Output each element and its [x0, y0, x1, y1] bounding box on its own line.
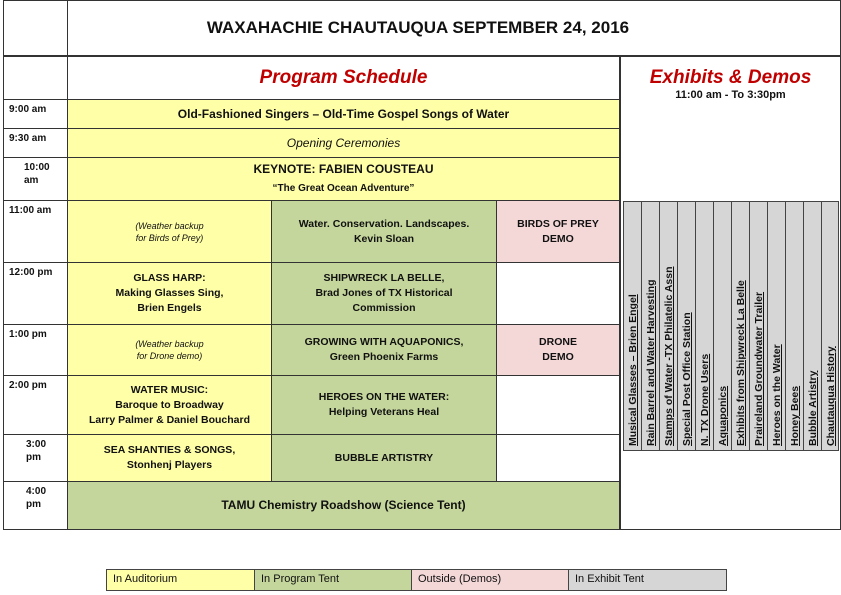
session-presenter: Larry Palmer & Daniel Bouchard — [88, 413, 251, 426]
session-title: DEMO — [542, 351, 574, 363]
session-title: Baroque to Broadway — [115, 398, 224, 411]
legend-outside: Outside (Demos) — [411, 569, 569, 591]
exhibit-item — [767, 201, 786, 451]
session-auditorium-300 — [67, 434, 272, 482]
session-auditorium-100 — [67, 324, 272, 376]
exhibit-item — [659, 201, 678, 451]
time-label: 11:00 am — [3, 200, 68, 263]
session-title: BUBBLE ARTISTRY — [334, 452, 434, 464]
session-title: Making Glasses Sing, — [115, 287, 224, 299]
session-title: BIRDS OF PREY — [517, 217, 599, 230]
page-title: WAXAHACHIE CHAUTAUQUA SEPTEMBER 24, 2016 — [206, 18, 630, 37]
session-title: DEMO — [542, 232, 574, 245]
session-outside-200 — [496, 375, 620, 435]
program-schedule-heading: Program Schedule — [259, 67, 428, 88]
exhibit-item — [749, 201, 768, 451]
session-tent-300 — [271, 434, 497, 482]
session-title: KEYNOTE: FABIEN COUSTEAU — [253, 162, 434, 176]
title-bar — [67, 0, 841, 56]
session-title: HEROES ON THE WATER: — [318, 391, 450, 403]
session-title: Opening Ceremonies — [286, 135, 401, 150]
exhibit-item — [731, 201, 750, 451]
session-outside-1100 — [496, 200, 620, 263]
session-title: SHIPWRECK LA BELLE, — [323, 272, 445, 284]
session-title: WATER MUSIC: — [130, 383, 209, 396]
session-tent-1200 — [271, 262, 497, 325]
exhibit-label: Aquaponics — [717, 385, 729, 446]
time-label: 2:00 pm — [3, 375, 68, 435]
time-label: 10:00 am — [3, 157, 68, 201]
legend-exhibit-tent: In Exhibit Tent — [568, 569, 727, 591]
exhibit-label: Chautauqua History — [825, 346, 837, 446]
exhibit-label: Bubble Artistry — [807, 370, 819, 446]
exhibit-label: Musical Glasses – Brien Engel — [627, 294, 639, 446]
session-tent-100 — [271, 324, 497, 376]
exhibit-item — [623, 201, 642, 451]
session-title: Old-Fashioned Singers – Old-Time Gospel Songs of Water — [177, 106, 510, 121]
session-presenter: Commission — [352, 302, 416, 314]
session-title: SEA SHANTIES & SONGS, — [103, 444, 236, 456]
exhibit-item — [785, 201, 804, 451]
exhibit-label: Praireland Groundwater Trailer — [753, 291, 765, 446]
time-label: 1:00 pm — [3, 324, 68, 376]
session-presenter: Brad Jones of TX Historical — [315, 287, 453, 299]
session-outside-100 — [496, 324, 620, 376]
session-auditorium-200 — [67, 375, 272, 435]
session-presenter: Brien Engels — [137, 302, 202, 314]
note-line: for Drone demo) — [136, 351, 203, 361]
session-roadshow — [67, 481, 620, 530]
session-presenter: Kevin Sloan — [353, 232, 415, 245]
session-subtitle: “The Great Ocean Adventure” — [272, 183, 415, 194]
note-line: for Birds of Prey) — [135, 232, 204, 243]
session-title: TAMU Chemistry Roadshow (Science Tent) — [221, 498, 466, 512]
exhibit-label: Stamps of Water -TX Philatelic Assn — [663, 266, 675, 446]
note-line: (Weather backup — [135, 220, 204, 231]
exhibit-label: Heroes on the Water — [771, 344, 783, 446]
legend-program-tent: In Program Tent — [254, 569, 412, 591]
time-label: 3:00 pm — [3, 434, 68, 482]
exhibit-item — [821, 201, 839, 451]
session-title: Water. Conservation. Landscapes. — [298, 217, 470, 230]
time-label: 9:00 am — [3, 99, 68, 129]
time-col-header — [3, 56, 68, 100]
title-left-cell — [3, 0, 68, 56]
exhibit-label: Honey Bees — [789, 385, 801, 446]
session-title: GROWING WITH AQUAPONICS, — [304, 336, 464, 348]
time-label: 4:00 pm — [3, 481, 68, 530]
exhibits-hours: 11:00 am - To 3:30pm — [675, 89, 786, 101]
exhibit-item — [677, 201, 696, 451]
session-tent-1100 — [271, 200, 497, 263]
session-auditorium-1200 — [67, 262, 272, 325]
session-keynote — [67, 157, 620, 201]
session-title: GLASS HARP: — [133, 272, 206, 284]
exhibit-label: N. TX Drone Users — [699, 353, 711, 446]
exhibit-label: Exhibits from Shipwreck La Belle — [735, 280, 747, 446]
exhibit-item — [641, 201, 660, 451]
session-outside-300 — [496, 434, 620, 482]
session-auditorium-1100 — [67, 200, 272, 263]
exhibit-item — [695, 201, 714, 451]
exhibits-heading: Exhibits & Demos — [649, 67, 812, 88]
exhibit-label: Special Post Office Station — [681, 312, 693, 446]
session-tent-200 — [271, 375, 497, 435]
program-header-cell — [67, 56, 620, 100]
session-presenter: Green Phoenix Farms — [329, 351, 439, 363]
legend-auditorium: In Auditorium — [106, 569, 255, 591]
exhibit-list — [623, 201, 839, 451]
session-title: DRONE — [539, 336, 577, 348]
exhibit-label: Rain Barrel and Water Harvesting — [645, 279, 657, 446]
session-opening — [67, 128, 620, 158]
note-line: (Weather backup — [135, 339, 204, 349]
session-outside-1200 — [496, 262, 620, 325]
session-title: Helping Veterans Heal — [328, 406, 440, 418]
time-label: 12:00 pm — [3, 262, 68, 325]
session-presenter: Stonhenj Players — [126, 459, 213, 471]
exhibit-item — [803, 201, 822, 451]
exhibit-item — [713, 201, 732, 451]
time-label: 9:30 am — [3, 128, 68, 158]
session-singers — [67, 99, 620, 129]
